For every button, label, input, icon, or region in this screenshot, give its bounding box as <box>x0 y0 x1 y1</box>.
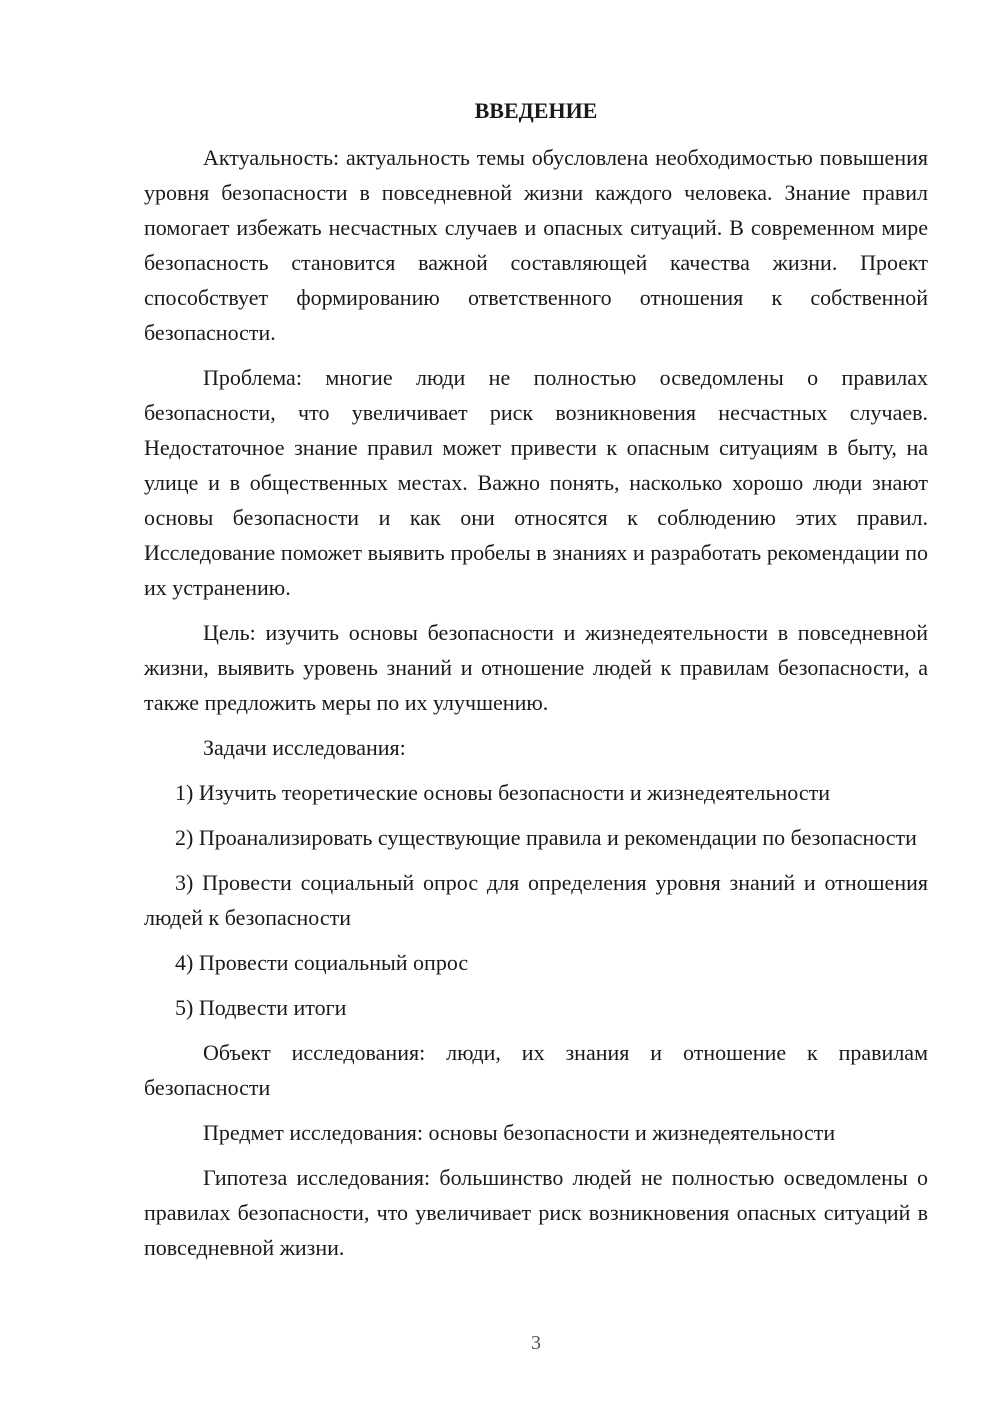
page-number: 3 <box>531 1332 541 1354</box>
problem-paragraph: Проблема: многие люди не полностью осведомлены о правилах безопасности, что увеличивает риск возникновения несчастных случаев. Недостаточное знание правил может привести к опасным ситуациям в быту, на улице и в общественных местах. Важно понять, насколько хорошо люди знают основы безопасности и как они относятся к соблюдению этих правил. Исследование поможет выявить пробелы в знаниях и разработать рекомендации по их устранению. <box>144 365 928 600</box>
task-item-3: 3) Провести социальный опрос для определения уровня знаний и отношения людей к безопасности <box>144 870 928 930</box>
task-item-1: 1) Изучить теоретические основы безопасности и жизнедеятельности <box>175 780 830 805</box>
task-item-2: 2) Проанализировать существующие правила и рекомендации по безопасности <box>175 825 917 850</box>
goal-paragraph: Цель: изучить основы безопасности и жизнедеятельности в повседневной жизни, выявить уровень знаний и отношение людей к правилам безопасности, а также предложить меры по их улучшению. <box>144 620 928 715</box>
hypothesis-paragraph: Гипотеза исследования: большинство людей не полностью осведомлены о правилах безопасности, что увеличивает риск возникновения опасных ситуаций в повседневной жизни. <box>144 1165 928 1260</box>
tasks-heading: Задачи исследования: <box>203 735 406 760</box>
subject-paragraph: Предмет исследования: основы безопасности и жизнедеятельности <box>203 1120 836 1145</box>
task-item-5: 5) Подвести итоги <box>175 995 347 1020</box>
task-item-4: 4) Провести социальный опрос <box>175 950 469 975</box>
page-content <box>144 93 928 1275</box>
section-title: ВВЕДЕНИЕ <box>474 98 598 123</box>
relevance-paragraph: Актуальность: актуальность темы обусловлена необходимостью повышения уровня безопасности в повседневной жизни каждого человека. Знание правил помогает избежать несчастных случаев и опасных ситуаций. В современном мире безопасность становится важной составляющей качества жизни. Проект способствует формированию ответственного отношения к собственной безопасности. <box>144 145 928 345</box>
object-paragraph: Объект исследования: люди, их знания и отношение к правилам безопасности <box>144 1040 928 1100</box>
